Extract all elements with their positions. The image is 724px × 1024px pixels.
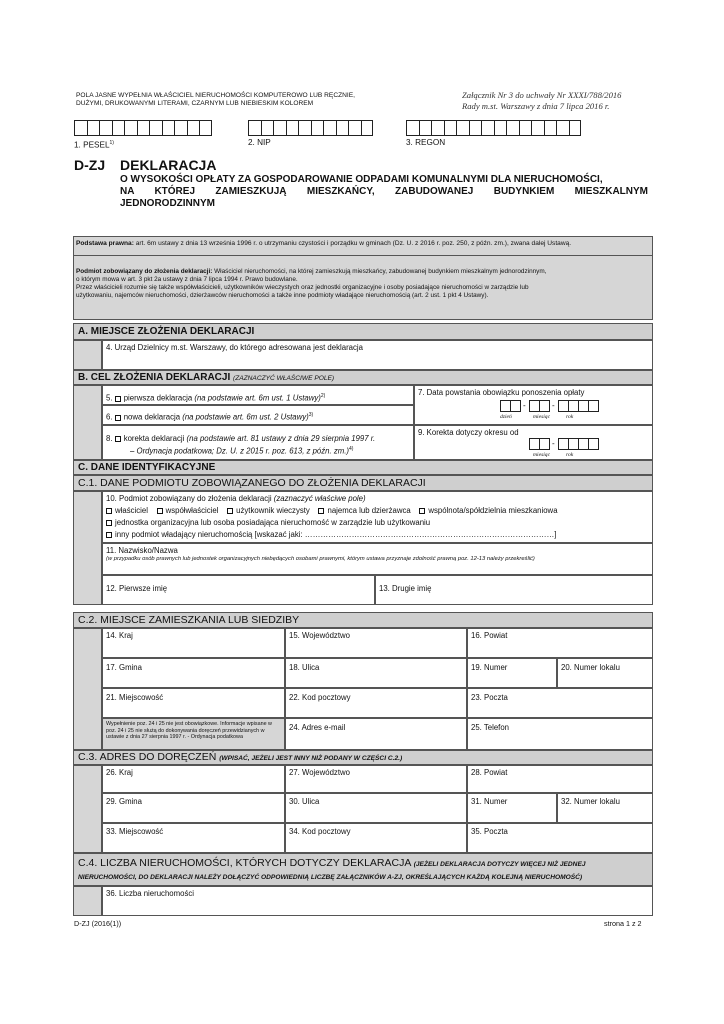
date-box[interactable] (588, 438, 599, 450)
option-6-label: nowa deklaracja (123, 412, 181, 422)
separator: - (523, 401, 526, 410)
section-c4-title (73, 853, 653, 886)
field-24-label: 24. Adres e-mail (289, 723, 346, 732)
option-cooperative: wspólnota/spółdzielnia mieszkaniowa (428, 506, 558, 515)
year-caption: rok (566, 414, 574, 420)
pesel-footnote: 1) (109, 140, 114, 146)
field-16-label: 16. Powiat (471, 631, 508, 640)
option-8-label: korekta deklaracji (123, 434, 185, 443)
section-a-title: A. MIEJSCE ZŁOŻENIA DEKLARACJI (73, 323, 653, 340)
digit-box[interactable] (469, 120, 482, 136)
field-11-label: 11. Nazwisko/Nazwa (106, 546, 178, 555)
section-b-title-text: B. CEL ZŁOŻENIA DEKLARACJI (78, 372, 231, 383)
field-25-label: 25. Telefon (471, 723, 510, 732)
digit-box[interactable] (456, 120, 469, 136)
option-8-footnote: 4) (349, 446, 354, 452)
field-19-number[interactable] (467, 658, 557, 688)
digit-box[interactable] (174, 120, 187, 136)
page-number: strona 1 z 2 (604, 919, 642, 928)
indent-gray (73, 886, 102, 916)
subtitle-line-3: JEDNORODZINNYM (120, 198, 216, 209)
field-29-label: 29. Gmina (106, 797, 142, 806)
legal-subject-text-3: Przez właścicieli rozumie się także współwłaścicieli, użytkowników wieczystych oraz jednostki organizacyjne i osoby posiadające nieruchomości w zarządzie lub (76, 284, 529, 291)
field-27-label: 27. Województwo (289, 768, 350, 777)
nip-boxes[interactable] (248, 120, 373, 136)
field-17-municipality[interactable] (102, 658, 285, 688)
legal-subject (76, 268, 651, 300)
field-30-label: 30. Ulica (289, 797, 320, 806)
note-24-25: Wypełnienie poz. 24 i 25 nie jest obowiązkowe. Informacje wpisane w poz. 24 i 25 nie służą do dokonywania doręczeń przewidzianych w ustawie z dnia 27 sierpnia 1997 r. - Ordynacja podatkowa (102, 718, 285, 750)
digit-box[interactable] (74, 120, 87, 136)
digit-box[interactable] (419, 120, 432, 136)
field-4-label: 4. Urząd Dzielnicy m.st. Warszawy, do którego adresowana jest deklaracja (106, 343, 363, 352)
field-25-phone[interactable] (467, 718, 653, 750)
option-6-number: 6. (106, 412, 113, 422)
section-c4-title-text: C.4. LICZBA NIERUCHOMOŚCI, KTÓRYCH DOTYCZY DEKLARACJA (78, 857, 411, 869)
indent-gray (73, 385, 102, 460)
checkbox[interactable] (115, 415, 121, 421)
form-title: DEKLARACJA (120, 157, 217, 173)
pesel-label (74, 138, 114, 151)
field-9-label: 9. Korekta dotyczy okresu od (418, 428, 519, 437)
option-5-note: (na podstawie art. 6m ust. 1 Ustawy) (194, 393, 321, 403)
option-5-label: pierwsza deklaracja (123, 393, 193, 403)
checkbox[interactable] (318, 508, 324, 514)
field-13-second-name[interactable] (375, 575, 653, 605)
legal-subject-text-4: użytkowaniu, najemców nieruchomości, dzierżawców nieruchomości a także inne podmioty władające nieruchomością (art. 2 ust. 1 pkt 4 Ustawy). (76, 292, 489, 299)
field-23-label: 23. Poczta (471, 693, 508, 702)
digit-box[interactable] (506, 120, 519, 136)
date-box[interactable] (588, 400, 599, 412)
separator: - (552, 401, 555, 410)
annex-note (462, 90, 621, 111)
field-13-label: 13. Drugie imię (379, 584, 432, 593)
digit-box[interactable] (112, 120, 125, 136)
field-4-office[interactable] (102, 340, 653, 370)
field-31-label: 31. Numer (471, 797, 508, 806)
field-28-label: 28. Powiat (471, 768, 508, 777)
option-6-note: (na podstawie art. 6m ust. 2 Ustawy) (182, 412, 309, 422)
checkbox[interactable] (157, 508, 163, 514)
indent-gray (73, 491, 102, 605)
digit-box[interactable] (311, 120, 324, 136)
checkbox[interactable] (115, 396, 121, 402)
field-15-voivodeship[interactable] (285, 628, 467, 658)
field-26-label: 26. Kraj (106, 768, 133, 777)
digit-box[interactable] (99, 120, 112, 136)
digit-box[interactable] (137, 120, 150, 136)
annex-line-1: Załącznik Nr 3 do uchwały Nr XXXI/788/2016 (462, 90, 622, 100)
digit-box[interactable] (286, 120, 299, 136)
field-20-apartment[interactable] (557, 658, 653, 688)
digit-box[interactable] (481, 120, 494, 136)
field-36-property-count[interactable] (102, 886, 653, 916)
indent-gray (73, 628, 102, 750)
field-22-postal-code[interactable] (285, 688, 467, 718)
divider (73, 255, 653, 256)
field-14-label: 14. Kraj (106, 631, 133, 640)
field-30-street[interactable] (285, 793, 467, 823)
field-36-label: 36. Liczba nieruchomości (106, 889, 194, 898)
field-31-number[interactable] (467, 793, 557, 823)
field-34-label: 34. Kod pocztowy (289, 827, 351, 836)
section-c3-note: (WPISAĆ, JEŻELI JEST INNY NIŻ PODANY W CZĘŚCI C.2.) (219, 755, 403, 762)
digit-box[interactable] (494, 120, 507, 136)
field-24-email[interactable] (285, 718, 467, 750)
option-perpetual-user: użytkownik wieczysty (236, 506, 310, 515)
option-tenant: najemca lub dzierżawca (327, 506, 411, 515)
legal-subject-text-1: Właściciel nieruchomości, na której zamieszkują mieszkańcy, zabudowanej budynkiem mieszkalnym jednorodzinnym, (212, 268, 547, 275)
legal-basis-label: Podstawa prawna: (76, 240, 134, 247)
section-c4-note-2: NIERUCHOMOŚCI, DO DEKLARACJI NALEŻY DOŁĄCZYĆ ODPOWIEDNIĄ LICZBĘ ZAŁĄCZNIKÓW A-ZJ, OKREŚLAJĄCYCH KAŻDĄ KOLEJNĄ NIERUCHOMOŚĆ) (78, 874, 583, 881)
option-owner: właściciel (115, 506, 148, 515)
instruction-line-2: DUŻYMI, DRUKOWANYMI LITERAMI, CZARNYM LUB NIEBIESKIM KOLOREM (76, 100, 314, 107)
option-organizational-unit: jednostka organizacyjna lub osoba posiadająca nieruchomość w zarządzie lub użytkowaniu (115, 518, 431, 527)
subtitle-line-1: O WYSOKOŚCI OPŁATY ZA GOSPODAROWANIE ODPADAMI KOMUNALNYMI DLA NIERUCHOMOŚCI, (120, 174, 603, 185)
digit-box[interactable] (519, 120, 532, 136)
field-23-post-office[interactable] (467, 688, 653, 718)
checkbox[interactable] (227, 508, 233, 514)
form-code: D-ZJ (74, 157, 106, 173)
regon-label: 3. REGON (406, 138, 446, 147)
field-21-town[interactable] (102, 688, 285, 718)
field-11-note: (w przypadku osób prawnych lub jednostek organizacyjnych niebędących osobami prawnymi, którym ustawa przyznaje zdolność prawną poz. 12-13 należy przekreślić) (106, 556, 535, 562)
section-c2-title: C.2. MIEJSCE ZAMIESZKANIA LUB SIEDZIBY (73, 612, 653, 628)
digit-box[interactable] (444, 120, 457, 136)
day-caption: dzień (500, 414, 512, 420)
digit-box[interactable] (531, 120, 544, 136)
field-32-apartment[interactable] (557, 793, 653, 823)
digit-box[interactable] (361, 120, 374, 136)
field-19-label: 19. Numer (471, 663, 508, 672)
section-c3-title-text: C.3. ADRES DO DORĘCZEŃ (78, 751, 217, 763)
field-35-label: 35. Poczta (471, 827, 508, 836)
instructions (76, 92, 416, 108)
checkbox[interactable] (115, 436, 121, 442)
checkbox[interactable] (106, 520, 112, 526)
digit-box[interactable] (248, 120, 261, 136)
annex-line-2: Rady m.st. Warszawy z dnia 7 lipca 2016 r. (462, 100, 610, 111)
checkbox[interactable] (106, 532, 112, 538)
digit-box[interactable] (187, 120, 200, 136)
digit-box[interactable] (87, 120, 100, 136)
pesel-boxes[interactable] (74, 120, 212, 136)
instruction-line-1: POLA JASNE WYPEŁNIA WŁAŚCICIEL NIERUCHOMOŚCI KOMPUTEROWO LUB RĘCZNIE, (76, 92, 355, 99)
field-21-label: 21. Miejscowość (106, 693, 164, 702)
field-28-district[interactable] (467, 765, 653, 793)
digit-box[interactable] (261, 120, 274, 136)
date-box[interactable] (510, 400, 521, 412)
legal-basis (76, 240, 651, 248)
indent-gray (73, 765, 102, 853)
field-33-label: 33. Miejscowość (106, 827, 164, 836)
nip-label: 2. NIP (248, 138, 271, 147)
field-33-town[interactable] (102, 823, 285, 853)
field-15-label: 15. Województwo (289, 631, 350, 640)
field-10-label: 10. Podmiot zobowiązany do złożenia deklaracji (106, 494, 272, 503)
section-c-title: C. DANE IDENTYFIKACYJNE (73, 460, 653, 475)
field-27-voivodeship[interactable] (285, 765, 467, 793)
date-box[interactable] (539, 438, 550, 450)
field-12-label: 12. Pierwsze imię (106, 584, 168, 593)
digit-box[interactable] (199, 120, 212, 136)
section-b-note: (ZAZNACZYĆ WŁAŚCIWE POLE) (233, 375, 335, 382)
section-c1-title: C.1. DANE PODMIOTU ZOBOWIĄZANEGO DO ZŁOŻENIA DEKLARACJI (73, 475, 653, 491)
option-8-note-1: (na podstawie art. 81 ustawy z dnia 29 sierpnia 1997 r. (186, 434, 376, 443)
field-10-subject-type[interactable] (102, 491, 653, 543)
legal-subject-label: Podmiot zobowiązany do złożenia deklaracji: (76, 268, 213, 275)
field-22-label: 22. Kod pocztowy (289, 693, 351, 702)
date-box[interactable] (539, 400, 550, 412)
option-other: inny podmiot władający nieruchomością [wskazać jaki: ……………………………………………………………………………………] (115, 530, 557, 539)
option-coowner: współwłaściciel (165, 506, 219, 515)
digit-box[interactable] (556, 120, 569, 136)
digit-box[interactable] (273, 120, 286, 136)
option-8-note-2: – Ordynacja podatkowa; Dz. U. z 2015 r. poz. 613, z późn. zm.) (130, 446, 349, 456)
separator: - (552, 439, 555, 448)
regon-boxes[interactable] (406, 120, 581, 136)
digit-box[interactable] (406, 120, 419, 136)
digit-box[interactable] (323, 120, 336, 136)
option-8-correction[interactable] (102, 425, 414, 460)
checkbox[interactable] (106, 508, 112, 514)
field-35-post-office[interactable] (467, 823, 653, 853)
field-26-country[interactable] (102, 765, 285, 793)
form-subtitle (120, 174, 648, 210)
option-5-footnote: 2) (320, 393, 326, 399)
digit-box[interactable] (298, 120, 311, 136)
digit-box[interactable] (431, 120, 444, 136)
option-8-number: 8. (106, 434, 113, 443)
field-7-label: 7. Data powstania obowiązku ponoszenia opłaty (418, 388, 585, 397)
field-20-label: 20. Numer lokalu (561, 663, 620, 672)
field-34-postal-code[interactable] (285, 823, 467, 853)
digit-box[interactable] (124, 120, 137, 136)
footer-form-code: D-ZJ (2016(1)) (74, 919, 122, 928)
checkbox[interactable] (419, 508, 425, 514)
subtitle-line-2: NA KTÓREJ ZAMIESZKUJĄ MIESZKAŃCY, ZABUDOWANEJ BUDYNKIEM MIESZKALNYM (120, 186, 648, 197)
section-b-title (73, 370, 653, 385)
field-12-first-name[interactable] (102, 575, 375, 605)
digit-box[interactable] (336, 120, 349, 136)
pesel-label-text: 1. PESEL (74, 140, 110, 150)
option-6-footnote: 3) (308, 412, 314, 418)
option-6-new-declaration[interactable] (102, 405, 414, 425)
field-11-name[interactable] (102, 543, 653, 575)
option-5-number: 5. (106, 393, 113, 403)
field-32-label: 32. Numer lokalu (561, 797, 620, 806)
field-14-country[interactable] (102, 628, 285, 658)
field-18-street[interactable] (285, 658, 467, 688)
field-29-municipality[interactable] (102, 793, 285, 823)
month-caption: miesiąc (533, 452, 551, 458)
month-caption: miesiąc (533, 414, 551, 420)
legal-basis-text: art. 6m ustawy z dnia 13 września 1996 r. o utrzymaniu czystości i porządku w gminach (Dz. U. z 2016 r. poz. 250, z późn. zm.), zwana dalej Ustawą. (133, 240, 572, 247)
digit-box[interactable] (149, 120, 162, 136)
field-10-note: (zaznaczyć właściwe pole) (273, 494, 366, 503)
digit-box[interactable] (544, 120, 557, 136)
digit-box[interactable] (162, 120, 175, 136)
digit-box[interactable] (569, 120, 582, 136)
indent-gray (73, 340, 102, 370)
legal-subject-text-2: o którym mowa w art. 3 pkt 2a ustawy z dnia 7 lipca 1994 r. Prawo budowlane. (76, 276, 298, 283)
field-16-district[interactable] (467, 628, 653, 658)
field-17-label: 17. Gmina (106, 663, 142, 672)
digit-box[interactable] (348, 120, 361, 136)
option-5-first-declaration[interactable] (102, 385, 414, 405)
section-c3-title (73, 750, 653, 765)
field-18-label: 18. Ulica (289, 663, 320, 672)
section-c4-note-1: (JEŻELI DEKLARACJA DOTYCZY WIĘCEJ NIŻ JEDNEJ (413, 861, 586, 868)
year-caption: rok (566, 452, 574, 458)
